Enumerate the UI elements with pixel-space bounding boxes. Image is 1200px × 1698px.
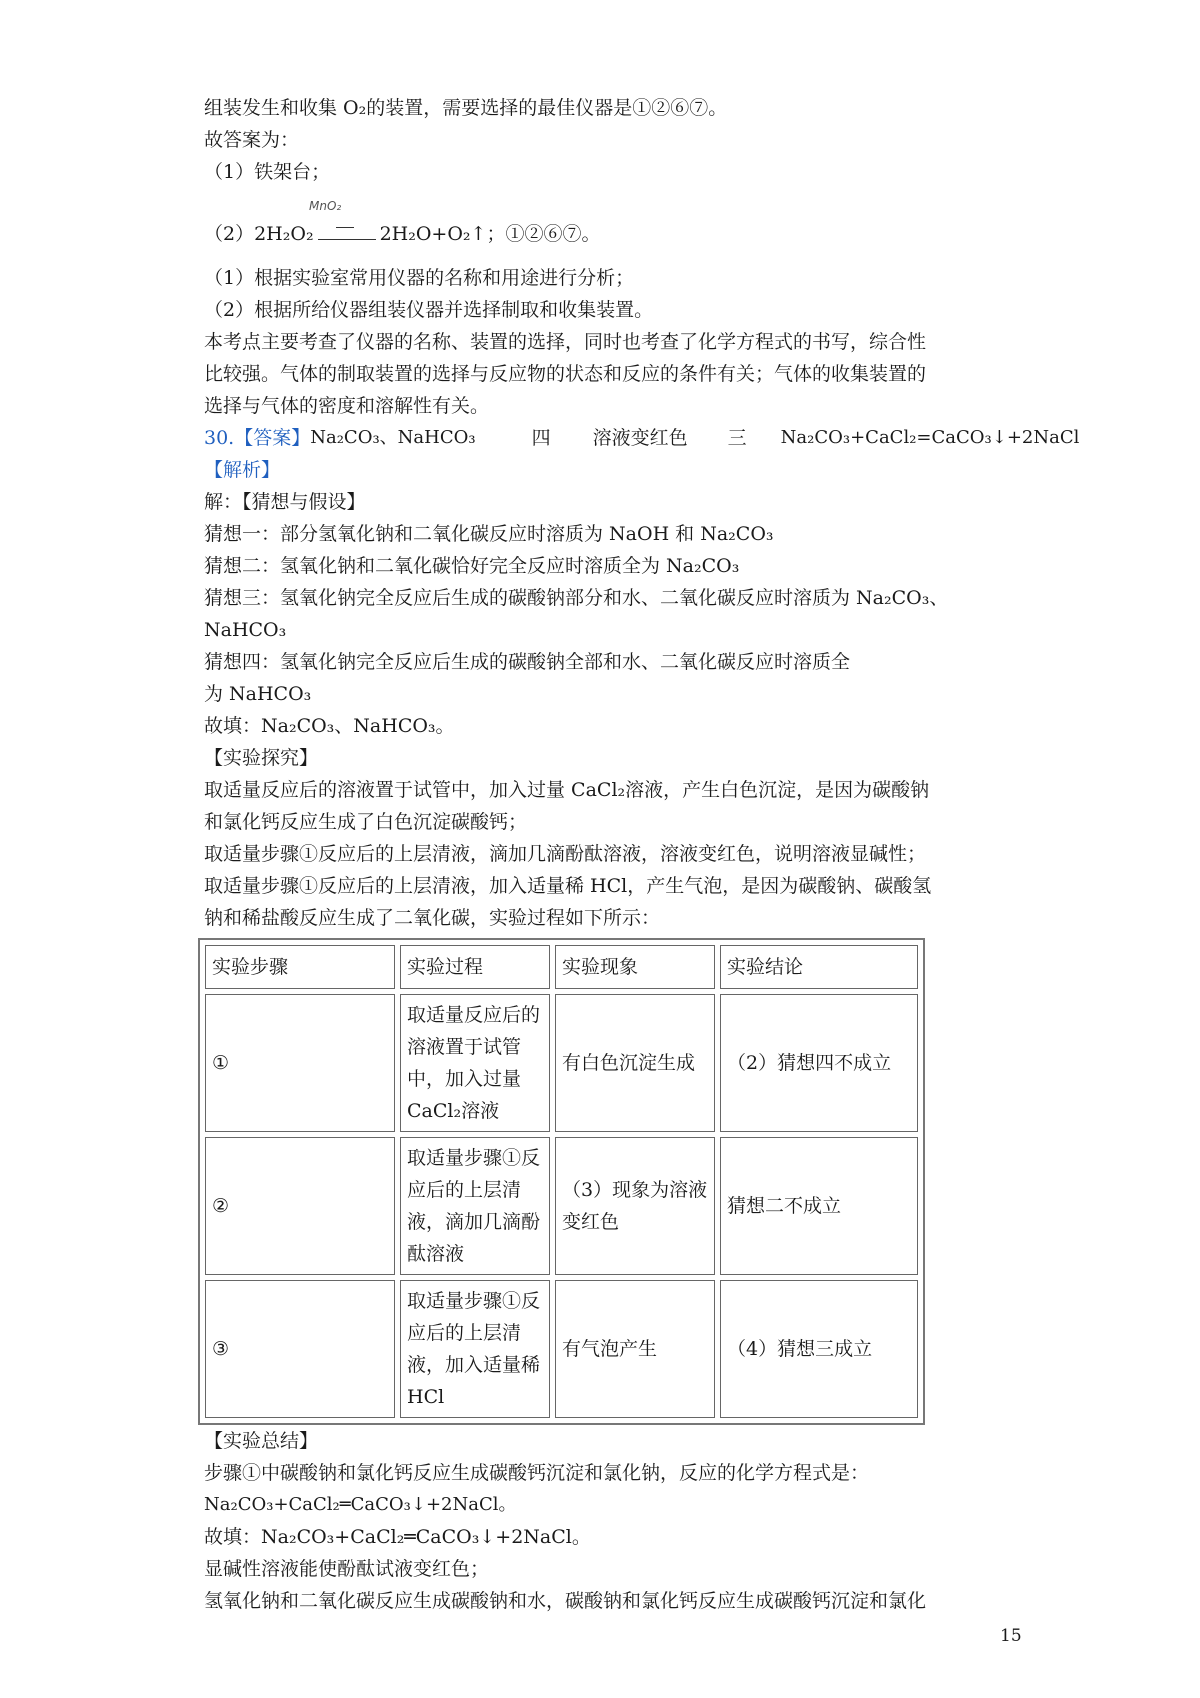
text-line: 氢氧化钠和二氧化碳反应生成碳酸钠和水，碳酸钠和氯化钙反应生成碳酸钙沉淀和氯化 [204,1590,927,1612]
answer-item: Na₂CO₃+CaCl₂=CaCO₃↓+2NaCl [780,427,1080,448]
equation-left: （2）2H₂O₂ [204,223,314,245]
text-line: 步骤①中碳酸钠和氯化钙反应生成碳酸钙沉淀和氯化钠，反应的化学方程式是： [204,1462,870,1484]
table-cell-process: 取适量步骤①反应后的上层清液，加入适量稀HCl [400,1280,550,1418]
text-line: Na₂CO₃+CaCl₂═CaCO₃↓+2NaCl。 [204,1494,517,1515]
table-row [205,994,918,1132]
answer-item: 三 [727,427,747,449]
analysis-label: 【解析】 [204,459,281,481]
answer-label: 30.【答案】 [204,427,311,449]
table-header: 实验现象 [555,945,715,989]
table-header: 实验过程 [400,945,550,989]
text-line: 为 NaHCO₃ [204,683,312,705]
answer-line [204,422,1080,454]
table-header: 实验结论 [720,945,918,989]
table-cell-conclusion: （4）猜想三成立 [720,1280,918,1418]
table-row [205,1280,918,1418]
text-line: 取适量步骤①反应后的上层清液，加入适量稀 HCl，产生气泡，是因为碳酸钠、碳酸氢 [204,875,932,897]
text-line: 选择与气体的密度和溶解性有关。 [204,395,490,417]
table-header-row [205,945,918,989]
text-line: 猜想四：氢氧化钠完全反应后生成的碳酸钠全部和水、二氧化碳反应时溶质全 [204,651,851,673]
page-number: 15 [1000,1626,1022,1646]
table-cell-phenomenon: 有气泡产生 [555,1280,715,1418]
answer-item: 四 [531,427,551,449]
text-line: 取适量反应后的溶液置于试管中，加入过量 CaCl₂溶液，产生白色沉淀，是因为碳酸钠 [204,779,930,801]
equation-catalyst: MnO₂ [309,199,342,213]
answer-item: Na₂CO₃、NaHCO₃ [310,427,476,448]
text-line: 猜想二：氢氧化钠和二氧化碳恰好完全反应时溶质全为 Na₂CO₃ [204,555,740,577]
table-cell-step: ① [205,994,395,1132]
table-header: 实验步骤 [205,945,395,989]
table-cell-step: ② [205,1137,395,1275]
text-line: 钠和稀盐酸反应生成了二氧化碳，实验过程如下所示： [204,907,661,929]
text-line: 解：【猜想与假设】 [204,491,366,513]
table-cell-conclusion: 猜想二不成立 [720,1137,918,1275]
equation-right: 2H₂O+O₂↑；①②⑥⑦。 [379,223,601,245]
text-line: 显碱性溶液能使酚酞试液变红色； [204,1558,490,1580]
text-line: NaHCO₃ [204,619,287,641]
text-line: 取适量步骤①反应后的上层清液，滴加几滴酚酞溶液，溶液变红色，说明溶液显碱性； [204,843,927,865]
text-line: 猜想一：部分氢氧化钠和二氧化碳反应时溶质为 NaOH 和 Na₂CO₃ [204,523,774,545]
table-row [205,1137,918,1275]
page-content [204,92,1080,1617]
chemical-equation [204,188,1004,256]
table-cell-conclusion: （2）猜想四不成立 [720,994,918,1132]
text-line: 【实验总结】 [204,1430,319,1452]
text-line: （1）根据实验室常用仪器的名称和用途进行分析； [204,267,635,289]
table-cell-step: ③ [205,1280,395,1418]
table-cell-process: 取适量反应后的溶液置于试管中，加入过量CaCl₂溶液 [400,994,550,1132]
text-line: 和氯化钙反应生成了白色沉淀碳酸钙； [204,811,528,833]
text-line: 猜想三：氢氧化钠完全反应后生成的碳酸钠部分和水、二氧化碳反应时溶质为 Na₂CO₃、 [204,587,949,609]
text-line: 比较强。气体的制取装置的选择与反应物的状态和反应的条件有关；气体的收集装置的 [204,363,927,385]
text-line: 故答案为： [204,129,300,151]
equation-arrow [318,225,376,240]
answer-item: 溶液变红色 [592,427,688,449]
table-cell-process: 取适量步骤①反应后的上层清液，滴加几滴酚酞溶液 [400,1137,550,1275]
text-line: 组装发生和收集 O₂的装置，需要选择的最佳仪器是①②⑥⑦。 [204,97,728,119]
text-line: 故填：Na₂CO₃、NaHCO₃。 [204,715,455,737]
text-line: 【实验探究】 [204,747,319,769]
table-cell-phenomenon: （3）现象为溶液变红色 [555,1137,715,1275]
text-line: （2）根据所给仪器组装仪器并选择制取和收集装置。 [204,299,654,321]
experiment-table [198,938,925,1425]
text-line: 故填：Na₂CO₃+CaCl₂═CaCO₃↓+2NaCl。 [204,1526,591,1548]
text-line: （1）铁架台； [204,161,331,183]
text-line: 本考点主要考查了仪器的名称、装置的选择，同时也考查了化学方程式的书写，综合性 [204,331,927,353]
table-cell-phenomenon: 有白色沉淀生成 [555,994,715,1132]
